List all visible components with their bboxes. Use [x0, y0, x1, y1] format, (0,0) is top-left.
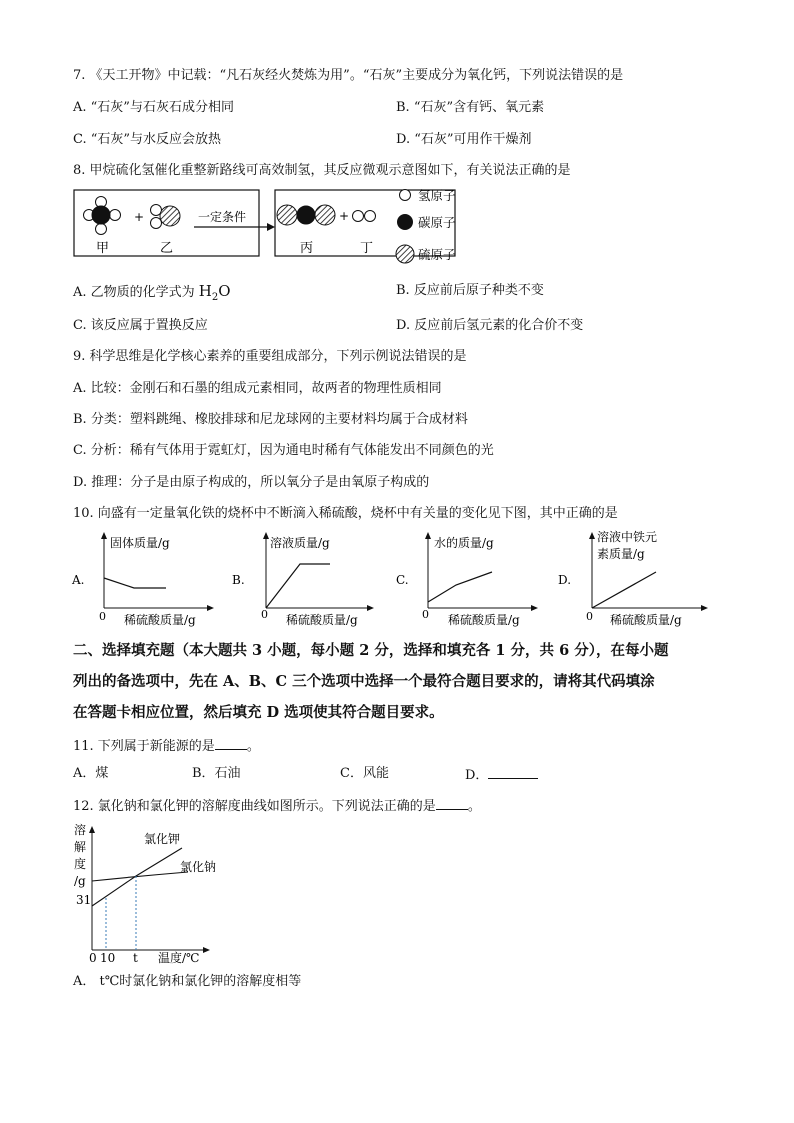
- q10-graph-d: [556, 528, 716, 630]
- q7-option-a: A. “石灰”与石灰石成分相同: [73, 100, 234, 115]
- q10-b-curve: [266, 564, 330, 608]
- q12-stem: [73, 797, 481, 815]
- q11-option-b: B．石油: [192, 766, 241, 781]
- q11-option-d-label: D．: [465, 768, 489, 783]
- q7-option-b: B. “石灰”含有钙、氧元素: [396, 100, 545, 115]
- condition-label: 一定条件: [198, 210, 247, 224]
- q11-option-d-blank[interactable]: [488, 766, 538, 779]
- q8-stem: 8. 甲烷硫化氢催化重整新路线可高效制氢，其反应微观示意图如下，有关说法正确的是: [73, 163, 571, 178]
- q9-option-c: C. 分析：稀有气体用于霓虹灯，因为通电时稀有气体能发出不同颜色的光: [73, 443, 494, 458]
- label-ding: 丁: [360, 241, 374, 256]
- q8-option-a-text: A. 乙物质的化学式为: [73, 285, 195, 300]
- q12-ylabel-3: 度: [74, 857, 87, 871]
- q11-answer-blank[interactable]: [215, 737, 247, 750]
- q8-legend: [394, 183, 484, 269]
- product-plus: +: [339, 209, 350, 223]
- q11-stem-text: 11. 下列属于新能源的是: [73, 739, 215, 754]
- legend-hydrogen: 氢原子: [418, 188, 456, 203]
- q10-graph-c: [394, 530, 544, 630]
- section2-line3: 在答题卡相应位置，然后填充 D 选项使其符合题目要求。: [73, 704, 444, 721]
- q7-option-d: D. “石灰”可用作干燥剂: [396, 132, 532, 147]
- q9-stem: 9. 科学思维是化学核心素养的重要组成部分，下列示例说法错误的是: [73, 349, 467, 364]
- carbon-atom-icon: [397, 214, 413, 230]
- q12-x-tick-10: 10: [100, 951, 116, 965]
- q10-a-curve: [104, 578, 166, 588]
- q10-d-ylabel-2: 素质量/g: [597, 547, 645, 561]
- formula-o: O: [218, 282, 231, 300]
- hydrogen-molecule: [353, 211, 376, 222]
- q10-d-ylabel-1: 溶液中铁元: [597, 530, 658, 544]
- q12-y-tick-31: 31: [76, 893, 92, 907]
- q7-option-c: C. “石灰”与水反应会放热: [73, 132, 222, 147]
- methane-molecule: [84, 197, 121, 235]
- hydrogen-sulfide-molecule: [151, 205, 181, 229]
- q8-option-b: B. 反应前后原子种类不变: [396, 283, 544, 298]
- q10-c-option-label: C.: [396, 573, 409, 587]
- q12-x-tick-t: t: [133, 951, 138, 965]
- q10-a-origin: 0: [99, 610, 106, 623]
- q12-option-a: A． t℃时氯化钠和氯化钾的溶解度相等: [73, 974, 302, 989]
- q12-series-kcl: 氯化钾: [144, 832, 181, 846]
- q10-d-option-label: D.: [558, 573, 572, 587]
- q11-stem: [73, 737, 260, 755]
- q10-stem: 10. 向盛有一定量氧化铁的烧杯中不断滴入稀硫酸，烧杯中有关量的变化见下图，其中正确的是: [73, 506, 618, 521]
- q12-x-tick-0: 0: [89, 951, 97, 965]
- section2-line2: 列出的备选项中，先在 A、B、C 三个选项中选择一个最符合题目要求的，请将其代码填涂: [73, 673, 655, 690]
- sulfur-atom-icon: [396, 245, 414, 263]
- q10-b-origin: 0: [261, 608, 268, 621]
- label-bing: 丙: [300, 241, 314, 256]
- q10-d-origin: 0: [586, 610, 593, 623]
- q12-ylabel-4: /g: [74, 874, 86, 888]
- q10-b-xlabel: 稀硫酸质量/g: [286, 613, 358, 627]
- q12-stem-end: 。: [467, 799, 481, 814]
- formula-h2o: [198, 282, 231, 303]
- q12-solubility-chart: [70, 818, 230, 968]
- reactant-plus: +: [134, 210, 145, 224]
- q8-option-c: C. 该反应属于置换反应: [73, 318, 208, 333]
- q10-graph-a: [70, 530, 220, 630]
- q10-a-option-label: A.: [72, 573, 85, 587]
- q11-option-c: C．风能: [340, 766, 389, 781]
- label-jia: 甲: [96, 241, 110, 256]
- q10-a-ylabel: 固体质量/g: [110, 536, 170, 550]
- q11-option-d: [465, 766, 538, 784]
- q9-option-d: D. 推理：分子是由原子构成的，所以氧分子是由氧原子构成的: [73, 475, 430, 490]
- q12-answer-blank[interactable]: [436, 797, 468, 810]
- formula-h: H: [198, 282, 212, 300]
- q10-c-ylabel: 水的质量/g: [434, 536, 494, 550]
- label-yi: 乙: [160, 241, 174, 256]
- q8-option-a: [73, 283, 231, 306]
- q12-stem-text: 12. 氯化钠和氯化钾的溶解度曲线如图所示。下列说法正确的是: [73, 799, 436, 814]
- hydrogen-atom-icon: [400, 190, 411, 201]
- q8-option-d: D. 反应前后氢元素的化合价不变: [396, 318, 584, 333]
- q10-d-curve: [592, 572, 656, 608]
- q10-a-xlabel: 稀硫酸质量/g: [124, 613, 196, 627]
- legend-sulfur: 硫原子: [418, 247, 456, 262]
- q12-series-nacl: 氯化钠: [180, 860, 217, 874]
- q12-ylabel-1: 溶: [74, 823, 87, 837]
- carbon-disulfide-molecule: [277, 205, 335, 225]
- q10-c-curve: [428, 572, 492, 602]
- section2-line1: 二、选择填充题（本大题共 3 小题，每小题 2 分，选择和填充各 1 分，共 6 分），在每小题: [73, 642, 669, 659]
- q12-ylabel-2: 解: [74, 840, 87, 854]
- q10-b-option-label: B.: [232, 573, 245, 587]
- q7-stem: 7. 《天工开物》中记载：“凡石灰经火焚炼为用”。“石灰”主要成分为氧化钙，下列说法错误的是: [73, 68, 624, 83]
- q10-b-ylabel: 溶液质量/g: [270, 536, 330, 550]
- q12-xlabel: 温度/℃: [158, 951, 200, 965]
- q10-c-xlabel: 稀硫酸质量/g: [448, 613, 520, 627]
- q11-option-a: A．煤: [73, 766, 109, 781]
- formula-sub: 2: [211, 292, 219, 303]
- q9-option-b: B. 分类：塑料跳绳、橡胶排球和尼龙球网的主要材料均属于合成材料: [73, 412, 468, 427]
- q10-d-xlabel: 稀硫酸质量/g: [610, 613, 682, 627]
- q11-stem-end: 。: [246, 739, 260, 754]
- q10-c-origin: 0: [422, 608, 429, 621]
- q9-option-a: A. 比较：金刚石和石墨的组成元素相同，故两者的物理性质相同: [73, 381, 442, 396]
- q10-graph-b: [230, 530, 380, 630]
- legend-carbon: 碳原子: [418, 215, 456, 230]
